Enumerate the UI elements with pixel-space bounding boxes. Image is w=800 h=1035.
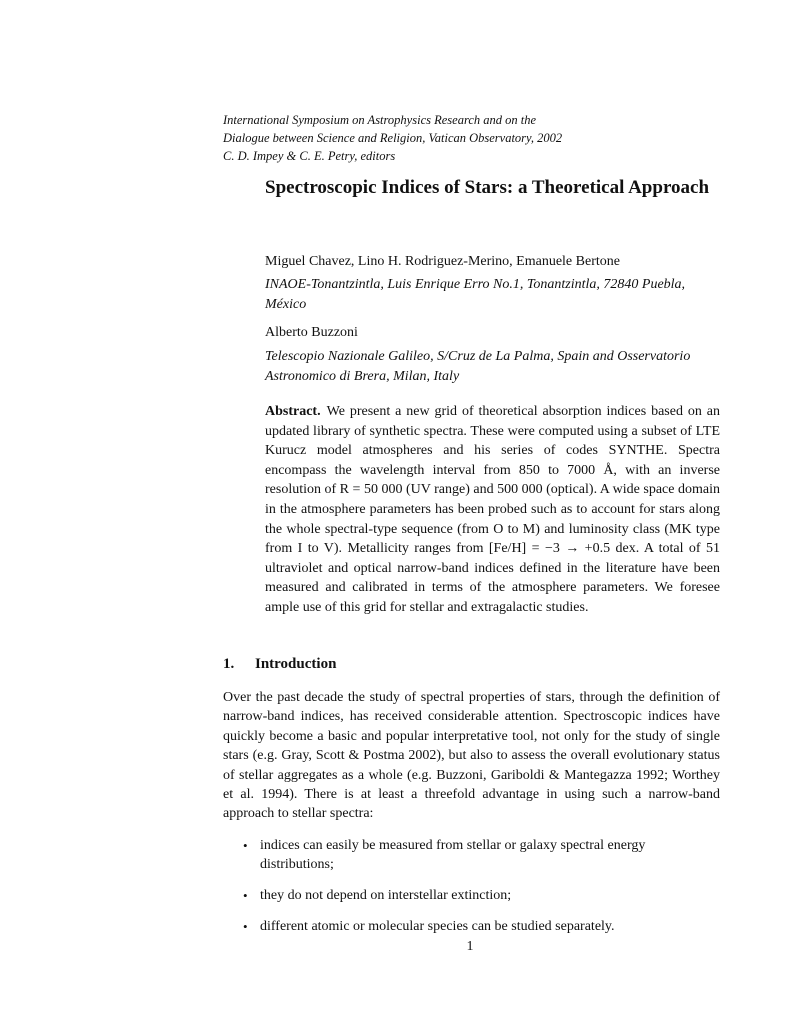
list-item-text: they do not depend on interstellar extinction;: [260, 888, 512, 903]
list-item: [223, 886, 720, 905]
section-heading: [223, 654, 723, 674]
page-number: 1: [466, 939, 474, 954]
paper-title: Spectroscopic Indices of Stars: a Theoretical Approach: [265, 177, 710, 198]
header-line: C. D. Impey & C. E. Petry, editors: [223, 149, 396, 163]
intro-paragraph: Over the past decade the study of spectral properties of stars, through the definition of narrow-band indices, has received considerable attention. Spectroscopic indices have quickly become a basic and popular interpretative tool, not only for the study of single stars (e.g. Gray, Scott & Postma 2002), but also to assess the overall evolutionary status of stellar aggregates as a whole (e.g. Buzzoni, Gariboldi & Mantegazza 1992; Worthey et al. 1994). There is at least a threefold advantage in using such a narrow-band approach to stellar spectra:: [223, 690, 720, 822]
section-title: Introduction: [255, 656, 337, 672]
affiliation: INAOE-Tonantzintla, Luis Enrique Erro No.1, Tonantzintla, 72840 Puebla, México: [265, 277, 686, 312]
header-line: International Symposium on Astrophysics Research and on the: [223, 113, 537, 127]
abstract: [265, 402, 720, 618]
bullet-icon: •: [243, 888, 248, 903]
header-line: Dialogue between Science and Religion, Vatican Observatory, 2002: [223, 131, 563, 145]
abstract-text: We present a new grid of theoretical absorption indices based on an updated library of synthetic spectra. These were computed using a subset of LTE Kurucz model atmospheres and his series of codes SYNTHE. Spectra encompass the wavelength interval from 850 to 7000 Å, with an inverse resolution of R = 50 000 (UV range) and 500 000 (optical). A wide space domain in the atmosphere parameters has been probed such as to account for stars along the whole spectral-type sequence (from O to M) and luminosity class (MK type from I to V). Metallicity ranges from [Fe/H] = −3 → +0.5 dex. A total of 51 ultraviolet and optical narrow-band indices defined in the literature have been measured and calibrated in terms of the atmosphere parameters. We foresee ample use of this grid for stellar and extragalactic studies.: [265, 404, 720, 615]
author-list: Alberto Buzzoni: [265, 325, 358, 340]
abstract-label: Abstract.: [265, 404, 321, 419]
section-number: 1.: [223, 656, 235, 672]
list-item: [223, 836, 720, 874]
affiliation: Telescopio Nazionale Galileo, S/Cruz de La Palma, Spain and Osservatorio Astronomico di Brera, Milan, Italy: [265, 349, 691, 384]
bullet-icon: •: [243, 919, 248, 934]
list-item-text: different atomic or molecular species can be studied separately.: [260, 919, 615, 934]
list-item: [223, 917, 720, 936]
author-list: Miguel Chavez, Lino H. Rodriguez-Merino, Emanuele Bertone: [265, 254, 620, 269]
advantages-list: [223, 836, 720, 948]
list-item-text: indices can easily be measured from stellar or galaxy spectral energy distributions;: [260, 838, 646, 872]
bullet-icon: •: [243, 838, 248, 853]
proceedings-header: [223, 111, 743, 165]
